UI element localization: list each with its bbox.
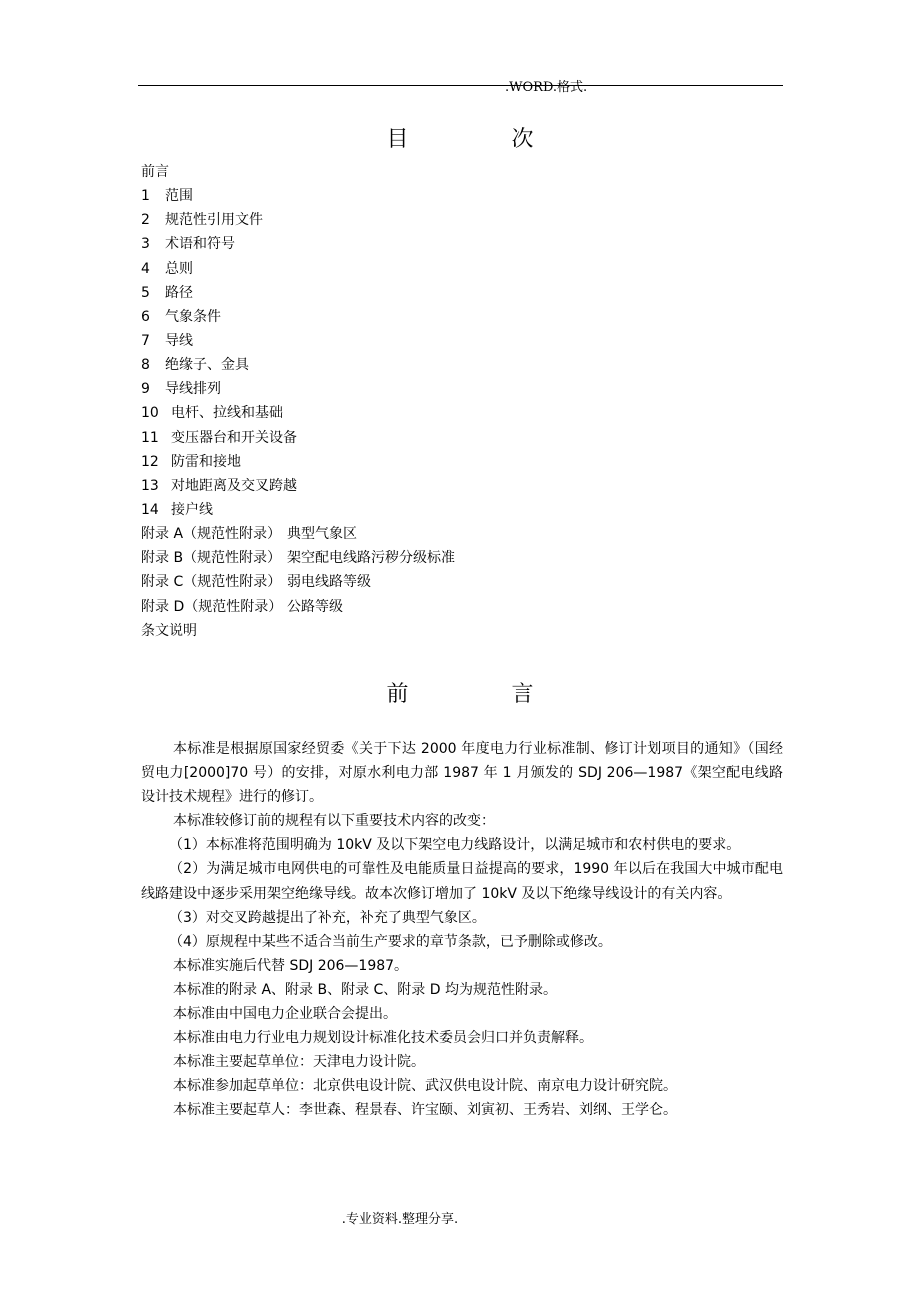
toc-item: [141, 305, 455, 329]
paragraph: 本标准由中国电力企业联合会提出。: [173, 1006, 397, 1023]
toc-item-number: 2: [141, 212, 150, 229]
toc-item: [141, 160, 455, 184]
toc-item: [141, 498, 455, 522]
toc-appendix: [141, 522, 455, 546]
toc-item: [141, 281, 455, 305]
toc-item-number: 9: [141, 381, 150, 398]
toc-item: [141, 208, 455, 232]
toc-item-number: 12: [141, 453, 159, 470]
paragraph: 本标准较修订前的规程有以下重要技术内容的改变：: [173, 813, 495, 830]
toc-item-number: 6: [141, 308, 150, 325]
toc-item: [141, 474, 455, 498]
paragraph: （2）为满足城市电网供电的可靠性及电能质量日益提高的要求，1990 年以后在我国大中城市配电线路建设中逐步采用架空绝缘导线。故本次修订增加了 10kV 及以下绝缘导线设计的有关内容。: [141, 861, 783, 902]
toc-item-number: 5: [141, 284, 150, 301]
toc-item-label: 总则: [165, 260, 193, 277]
toc-item: [141, 401, 455, 425]
toc-item-label: 范围: [165, 188, 193, 205]
header-divider: [138, 85, 783, 86]
toc-item-label: 路径: [165, 284, 193, 301]
appendix-title: 架空配电线路污秽分级标准: [287, 550, 455, 567]
toc-appendix: [141, 595, 455, 619]
toc-item-label: 对地距离及交叉跨越: [171, 477, 297, 494]
toc-item-label: 条文说明: [141, 622, 197, 639]
paragraph: 本标准的附录 A、附录 B、附录 C、附录 D 均为规范性附录。: [173, 981, 557, 998]
foreword-title: 前 言: [386, 682, 582, 707]
toc-item: [141, 619, 455, 643]
toc-item-label: 变压器台和开关设备: [171, 429, 297, 446]
toc-item-label: 防雷和接地: [171, 453, 241, 470]
foreword-body: [141, 737, 783, 1123]
toc-item: [141, 232, 455, 256]
toc-item-number: 3: [141, 236, 150, 253]
paragraph: （1）本标准将范围明确为 10kV 及以下架空电力线路设计，以满足城市和农村供电的要求。: [169, 837, 741, 854]
paragraph: （4）原规程中某些不适合当前生产要求的章节条款，已予删除或修改。: [169, 933, 612, 950]
toc-item: [141, 329, 455, 353]
toc-item: [141, 426, 455, 450]
table-of-contents: [141, 160, 455, 643]
paragraph: （3）对交叉跨越提出了补充，补充了典型气象区。: [169, 909, 486, 926]
toc-item-number: 13: [141, 477, 159, 494]
toc-item-label: 气象条件: [165, 308, 221, 325]
paragraph: 本标准参加起草单位：北京供电设计院、武汉供电设计院、南京电力设计研究院。: [173, 1078, 677, 1095]
appendix-title: 典型气象区: [287, 526, 357, 543]
toc-item-number: 1: [141, 188, 150, 205]
toc-item-label: 电杆、拉线和基础: [171, 405, 283, 422]
paragraph: 本标准主要起草人：李世森、程景春、许宝颐、刘寅初、王秀岩、刘纲、王学仑。: [173, 1102, 677, 1119]
toc-item-label: 绝缘子、金具: [165, 357, 249, 374]
toc-item: [141, 353, 455, 377]
toc-item-label: 接户线: [171, 501, 213, 518]
paragraph: 本标准实施后代替 SDJ 206—1987。: [173, 957, 409, 974]
appendix-label: 附录 D（规范性附录）: [141, 598, 283, 615]
toc-item: [141, 257, 455, 281]
toc-item: [141, 450, 455, 474]
appendix-title: 公路等级: [287, 598, 343, 615]
toc-item-number: 10: [141, 405, 159, 422]
paragraph: 本标准主要起草单位：天津电力设计院。: [173, 1054, 425, 1071]
toc-item-label: 导线排列: [165, 381, 221, 398]
toc-item-label: 前言: [141, 164, 169, 180]
toc-item-number: 4: [141, 260, 150, 277]
paragraph: 本标准由电力行业电力规划设计标准化技术委员会归口并负责解释。: [173, 1030, 593, 1047]
page-header: .WORD.格式.: [505, 80, 588, 95]
toc-item-number: 11: [141, 429, 159, 446]
paragraph: 本标准是根据原国家经贸委《关于下达 2000 年度电力行业标准制、修订计划项目的通知》（国经贸电力[2000]70 号）的安排，对原水利电力部 1987 年 1 月颁发的 SDJ 206—1987《架空配电线路设计技术规程》进行的修订。: [141, 741, 783, 806]
appendix-label: 附录 B（规范性附录）: [141, 550, 282, 567]
toc-item-number: 8: [141, 357, 150, 374]
toc-title: 目 次: [386, 127, 582, 152]
toc-item-label: 规范性引用文件: [165, 212, 263, 229]
toc-item-number: 14: [141, 501, 159, 518]
toc-item: [141, 377, 455, 401]
toc-appendix: [141, 570, 455, 594]
toc-appendix: [141, 546, 455, 570]
toc-item-number: 7: [141, 332, 150, 349]
page-footer: .专业资料.整理分享.: [341, 1212, 459, 1227]
appendix-label: 附录 A（规范性附录）: [141, 526, 282, 543]
toc-item: [141, 184, 455, 208]
toc-item-label: 导线: [165, 332, 193, 349]
appendix-title: 弱电线路等级: [287, 574, 371, 591]
appendix-label: 附录 C（规范性附录）: [141, 574, 282, 591]
toc-item-label: 术语和符号: [165, 236, 235, 253]
